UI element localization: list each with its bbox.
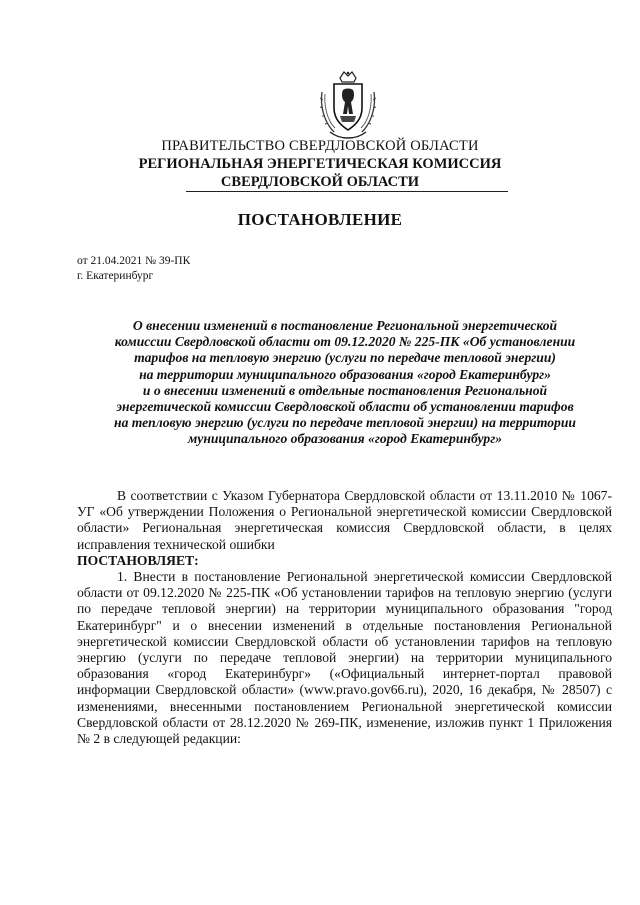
- preamble-paragraph: В соответствии с Указом Губернатора Свердловской области от 13.11.2010 № 1067-УГ «Об утверждении Положения о Региональной энергетической комиссии Свердловской области» Региональная энергетическая комиссия Свердловской области, в целях исправления технической ошибки: [77, 488, 612, 552]
- region-name: СВЕРДЛОВСКОЙ ОБЛАСТИ: [220, 174, 420, 190]
- document-date-number: от 21.04.2021 № 39-ПК: [77, 255, 191, 267]
- document-title: [80, 318, 610, 448]
- document-meta: [77, 254, 190, 284]
- item-1-paragraph: 1. Внести в постановление Региональной энергетической комиссии Свердловской области от 09.12.2020 № 225-ПК «Об установлении тарифов на тепловую энергию (услуги по передаче тепловой энергии) на территории муниципального образования "город Екатеринбург" и о внесении изменений в отдельные постановления Региональной энергетической комиссии Свердловской области об установлении тарифов на тепловую энергию (услуги по передаче тепловой энергии) на территории муниципального образования «город Екатеринбург» («Официальный интернет-портал правовой информации Свердловской области» (www.pravo.gov66.ru), 2020, 16 декабря, № 28507) с изменениями, внесенными постановлением Региональной энергетической комиссии Свердловской области от 28.12.2020 № 269-ПК, изменение, изложив пункт 1 Приложения № 2 в следующей редакции:: [77, 569, 612, 747]
- government-name: ПРАВИТЕЛЬСТВО СВЕРДЛОВСКОЙ ОБЛАСТИ: [161, 138, 479, 154]
- title-line: на тепловую энергию (услуги по передаче тепловой энергии) на территории: [114, 415, 576, 431]
- document-body: [77, 488, 612, 747]
- header-divider: [186, 191, 508, 192]
- resolve-heading: ПОСТАНОВЛЯЕТ:: [77, 552, 199, 568]
- document-city: г. Екатеринбург: [77, 270, 154, 282]
- issuer-header: [0, 137, 640, 191]
- document-type: ПОСТАНОВЛЕНИЕ: [237, 210, 403, 229]
- title-line: энергетической комиссии Свердловской области об установлении тарифов: [116, 399, 574, 415]
- title-line: муниципального образования «город Екатеринбург»: [187, 431, 503, 447]
- title-line: тарифов на тепловую энергию (услуги по передаче тепловой энергии): [134, 350, 556, 366]
- coat-of-arms-icon: [316, 70, 380, 142]
- title-line: на территории муниципального образования «город Екатеринбург»: [139, 366, 551, 382]
- title-line: и о внесении изменений в отдельные постановления Региональной: [142, 382, 548, 398]
- title-line: О внесении изменений в постановление Региональной энергетической: [132, 318, 558, 333]
- commission-name: РЕГИОНАЛЬНАЯ ЭНЕРГЕТИЧЕСКАЯ КОМИССИЯ: [138, 156, 502, 172]
- title-line: комиссии Свердловской области от 09.12.2020 № 225-ПК «Об установлении: [114, 334, 576, 350]
